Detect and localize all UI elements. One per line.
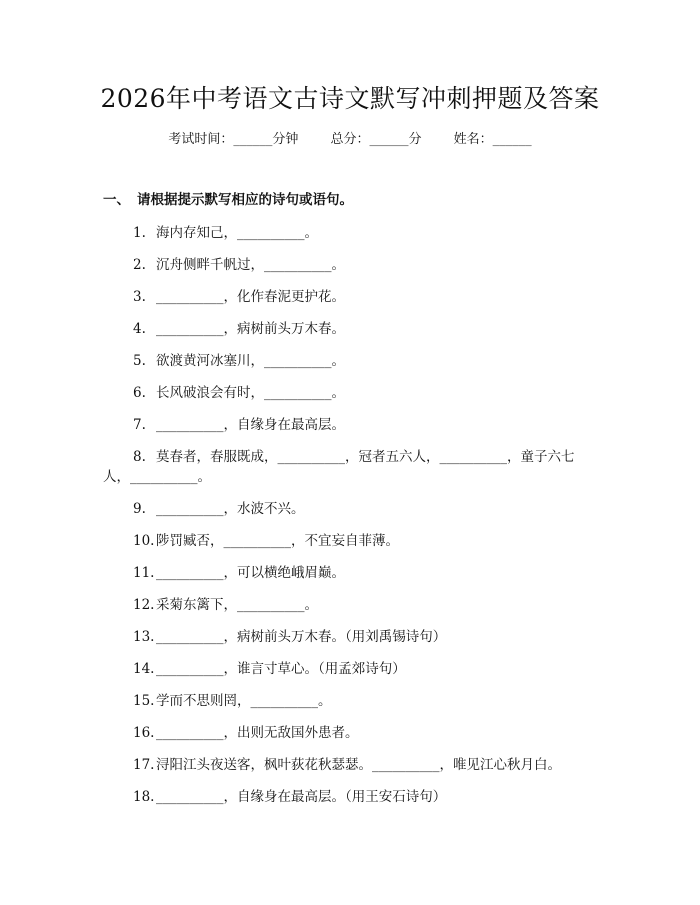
question-number: 7. (133, 417, 146, 433)
question-item (103, 352, 623, 370)
total-score-label: 总分： (330, 132, 370, 147)
exam-time-label: 考试时间： (168, 132, 234, 147)
question-item (103, 532, 623, 550)
question-number: 17. (133, 757, 155, 773)
question-number: 15. (133, 693, 155, 709)
question-item (103, 660, 623, 678)
exam-time-blank: ______ (233, 132, 273, 147)
question-number: 12. (133, 597, 155, 613)
question-text: 长风破浪会有时，__________。 (156, 385, 345, 401)
question-text: __________，化作春泥更护花。 (156, 289, 345, 305)
question-text: __________，水波不兴。 (156, 501, 305, 517)
question-text: __________，谁言寸草心。（用孟郊诗句） (156, 661, 406, 677)
question-number: 11. (133, 565, 155, 581)
question-number: 6. (133, 385, 146, 401)
question-text-continued: 人，__________。 (103, 469, 211, 485)
question-text: __________，自缘身在最高层。 (156, 417, 345, 433)
question-number: 3. (133, 289, 146, 305)
question-number: 13. (133, 629, 155, 645)
question-text: 学而不思则罔，__________。 (156, 693, 332, 709)
question-number: 10. (133, 533, 155, 549)
question-number: 4. (133, 321, 146, 337)
question-item (103, 596, 623, 614)
exam-time-unit: 分钟 (272, 132, 299, 147)
student-name-label: 姓名： (453, 132, 493, 147)
question-item (103, 724, 623, 742)
section-heading (103, 191, 353, 209)
question-text: __________，出则无敌国外患者。 (156, 725, 359, 741)
section-number: 一、 (103, 192, 130, 208)
question-item (103, 448, 643, 466)
question-item (103, 692, 623, 710)
page-title: 2026年中考语文古诗文默写冲刺押题及答案 (100, 84, 600, 113)
question-number: 2. (133, 257, 146, 273)
question-item (103, 628, 623, 646)
student-name-blank: ______ (492, 132, 532, 147)
question-number: 9. (133, 501, 146, 517)
question-item (103, 564, 623, 582)
question-item (103, 384, 623, 402)
total-score-unit: 分 (408, 132, 422, 147)
question-text: 陟罚臧否，__________，不宜妄自菲薄。 (156, 533, 399, 549)
question-text: 浔阳江头夜送客，枫叶荻花秋瑟瑟。__________，唯见江心秋月白。 (156, 757, 561, 773)
total-score-field (330, 131, 421, 149)
question-text: 沉舟侧畔千帆过，__________。 (156, 257, 345, 273)
question-text: 莫春者，春服既成，__________，冠者五六人，__________，童子六七 (156, 449, 575, 465)
question-text: __________，病树前头万木春。 (156, 321, 345, 337)
question-text: __________，自缘身在最高层。（用王安石诗句） (156, 789, 447, 805)
student-name-field (454, 131, 532, 149)
total-score-blank: ______ (369, 132, 409, 147)
question-number: 18. (133, 789, 155, 805)
question-text: __________，可以横绝峨眉巅。 (156, 565, 345, 581)
question-text: 采菊东篱下，__________。 (156, 597, 318, 613)
question-number: 16. (133, 725, 155, 741)
question-number: 14. (133, 661, 155, 677)
question-item (103, 756, 663, 774)
question-item (103, 416, 623, 434)
question-text: 欲渡黄河冰塞川，__________。 (156, 353, 345, 369)
question-number: 8. (133, 449, 146, 465)
question-text: __________，病树前头万木春。（用刘禹锡诗句） (156, 629, 447, 645)
exam-time-field (168, 131, 298, 149)
section-instruction: 请根据提示默写相应的诗句或语句。 (137, 192, 353, 208)
question-item (103, 788, 623, 806)
question-item (103, 224, 623, 242)
question-number: 5. (133, 353, 146, 369)
question-text: 海内存知己，__________。 (156, 225, 318, 241)
question-item (103, 288, 623, 306)
question-number: 1. (133, 225, 146, 241)
question-item (103, 320, 623, 338)
question-item (103, 500, 623, 518)
question-item (103, 256, 623, 274)
exam-info-line (0, 131, 700, 149)
question-item-continued (103, 468, 623, 486)
